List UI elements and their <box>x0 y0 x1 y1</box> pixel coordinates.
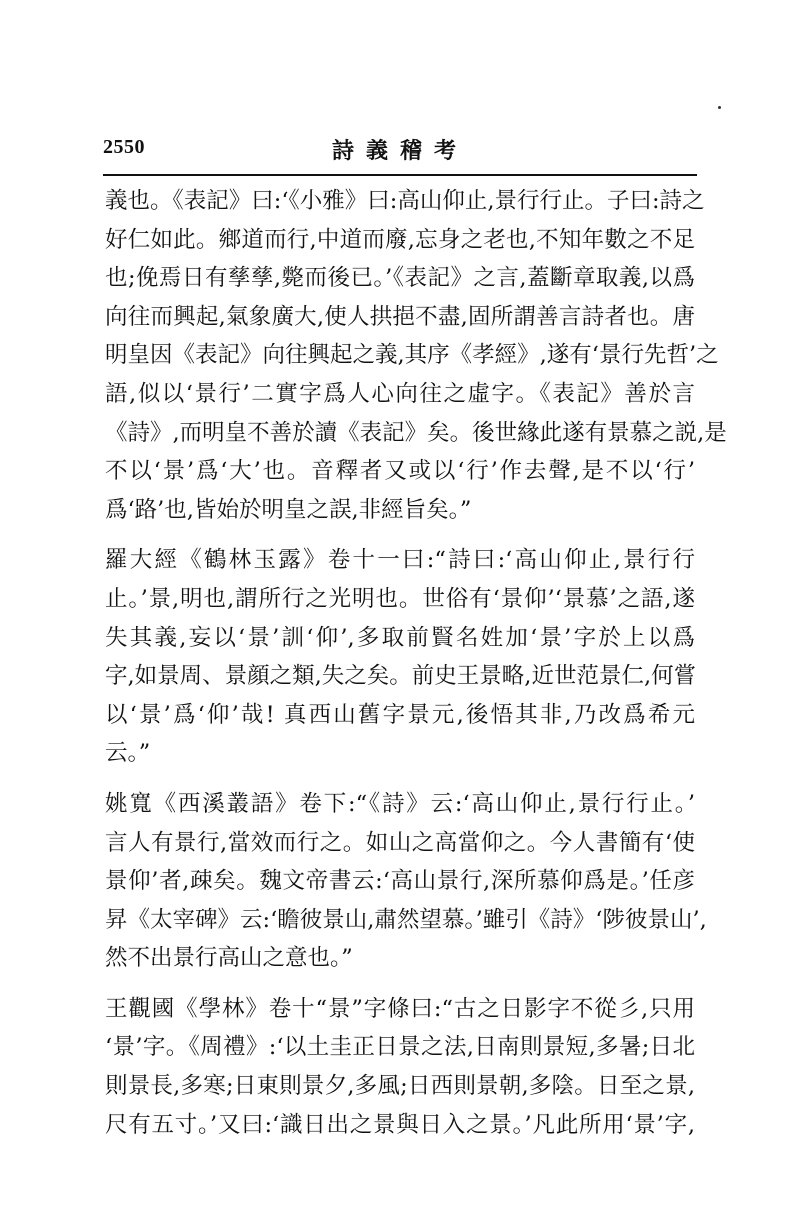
text-line: ‘景’字。《周禮》:‘以土圭正日景之法,日南則景短,多暑;日北 <box>105 1034 695 1061</box>
paragraph-gap <box>105 978 695 990</box>
text-line: 字,如景周、景顔之類,失之矣。前史王景略,近世范景仁,何嘗 <box>105 663 697 690</box>
scan-speck <box>718 106 721 109</box>
page-number: 2550 <box>103 136 145 158</box>
text-line: 姚寬《西溪叢語》卷下:“《詩》云:‘高山仰止,景行行止。’ <box>105 790 695 817</box>
text-line: 義也。《表記》曰:‘《小雅》曰:高山仰止,景行行止。子曰:詩之 <box>105 188 705 214</box>
text-line: 不以‘景’爲‘大’也。音釋者又或以‘行’作去聲,是不以‘行’ <box>105 458 695 485</box>
header-rule <box>103 174 697 176</box>
text-line: 也;俛焉日有孳孳,斃而後已。’《表記》之言,蓋斷章取義,以爲 <box>105 265 695 292</box>
paragraph <box>105 182 727 529</box>
text-line: 王觀國《學林》卷十“景”字條曰:“古之日影字不從彡,只用 <box>105 995 695 1022</box>
text-line: 羅大經《鶴林玉露》卷十一曰:“詩曰:‘高山仰止,景行行 <box>105 547 695 574</box>
body-text <box>105 182 727 1144</box>
page-header <box>103 132 697 172</box>
text-line: 言人有景行,當效而行之。如山之高當仰之。今人書簡有‘使 <box>105 829 695 856</box>
running-title: 詩義稽考 <box>331 138 468 164</box>
text-line: 景仰’者,疎矣。魏文帝書云:‘高山景行,深所慕仰爲是。’任彦 <box>105 868 695 895</box>
text-line: 爲‘路’也,皆始於明皇之誤,非經旨矣。” <box>105 496 472 523</box>
paragraph-gap <box>105 773 695 785</box>
paragraph <box>105 990 695 1144</box>
text-line: 失其義,妄以‘景’訓‘仰’,多取前賢名姓加‘景’字於上以爲 <box>105 624 695 651</box>
text-line: 止。’景,明也,謂所行之光明也。世俗有‘景仰’‘景慕’之語,遂 <box>105 585 695 612</box>
text-line: 向往而興起,氣象廣大,使人拱挹不盡,固所謂善言詩者也。唐 <box>105 303 695 330</box>
paragraph-gap <box>105 529 695 541</box>
text-line: 然不出景行高山之意也。” <box>105 945 353 972</box>
text-line: 以‘景’爲‘仰’哉! 真西山舊字景元,後悟其非,乃改爲希元 <box>105 701 695 728</box>
text-line: 昇《太宰碑》云:‘瞻彼景山,肅然望慕。’雖引《詩》‘陟彼景山’, <box>105 906 707 933</box>
text-line: 尺有五寸。’又曰:‘識日出之景與日入之景。’凡此所用‘景’字, <box>105 1111 695 1138</box>
text-line: 語,似以‘景行’二實字爲人心向往之虛字。《表記》善於言 <box>105 380 695 407</box>
text-line: 則景長,多寒;日東則景夕,多風;日西則景朝,多陰。日至之景, <box>105 1073 695 1100</box>
paragraph <box>105 785 707 978</box>
text-line: 好仁如此。鄉道而行,中道而廢,忘身之老也,不知年數之不足 <box>105 226 695 253</box>
text-line: 云。” <box>105 740 151 767</box>
text-line: 《詩》,而明皇不善於讀《表記》矣。後世緣此遂有景慕之説,是 <box>105 419 727 446</box>
paragraph <box>105 541 695 773</box>
text-line: 明皇因《表記》向往興起之義,其序《孝經》,遂有‘景行先哲’之 <box>105 342 719 369</box>
